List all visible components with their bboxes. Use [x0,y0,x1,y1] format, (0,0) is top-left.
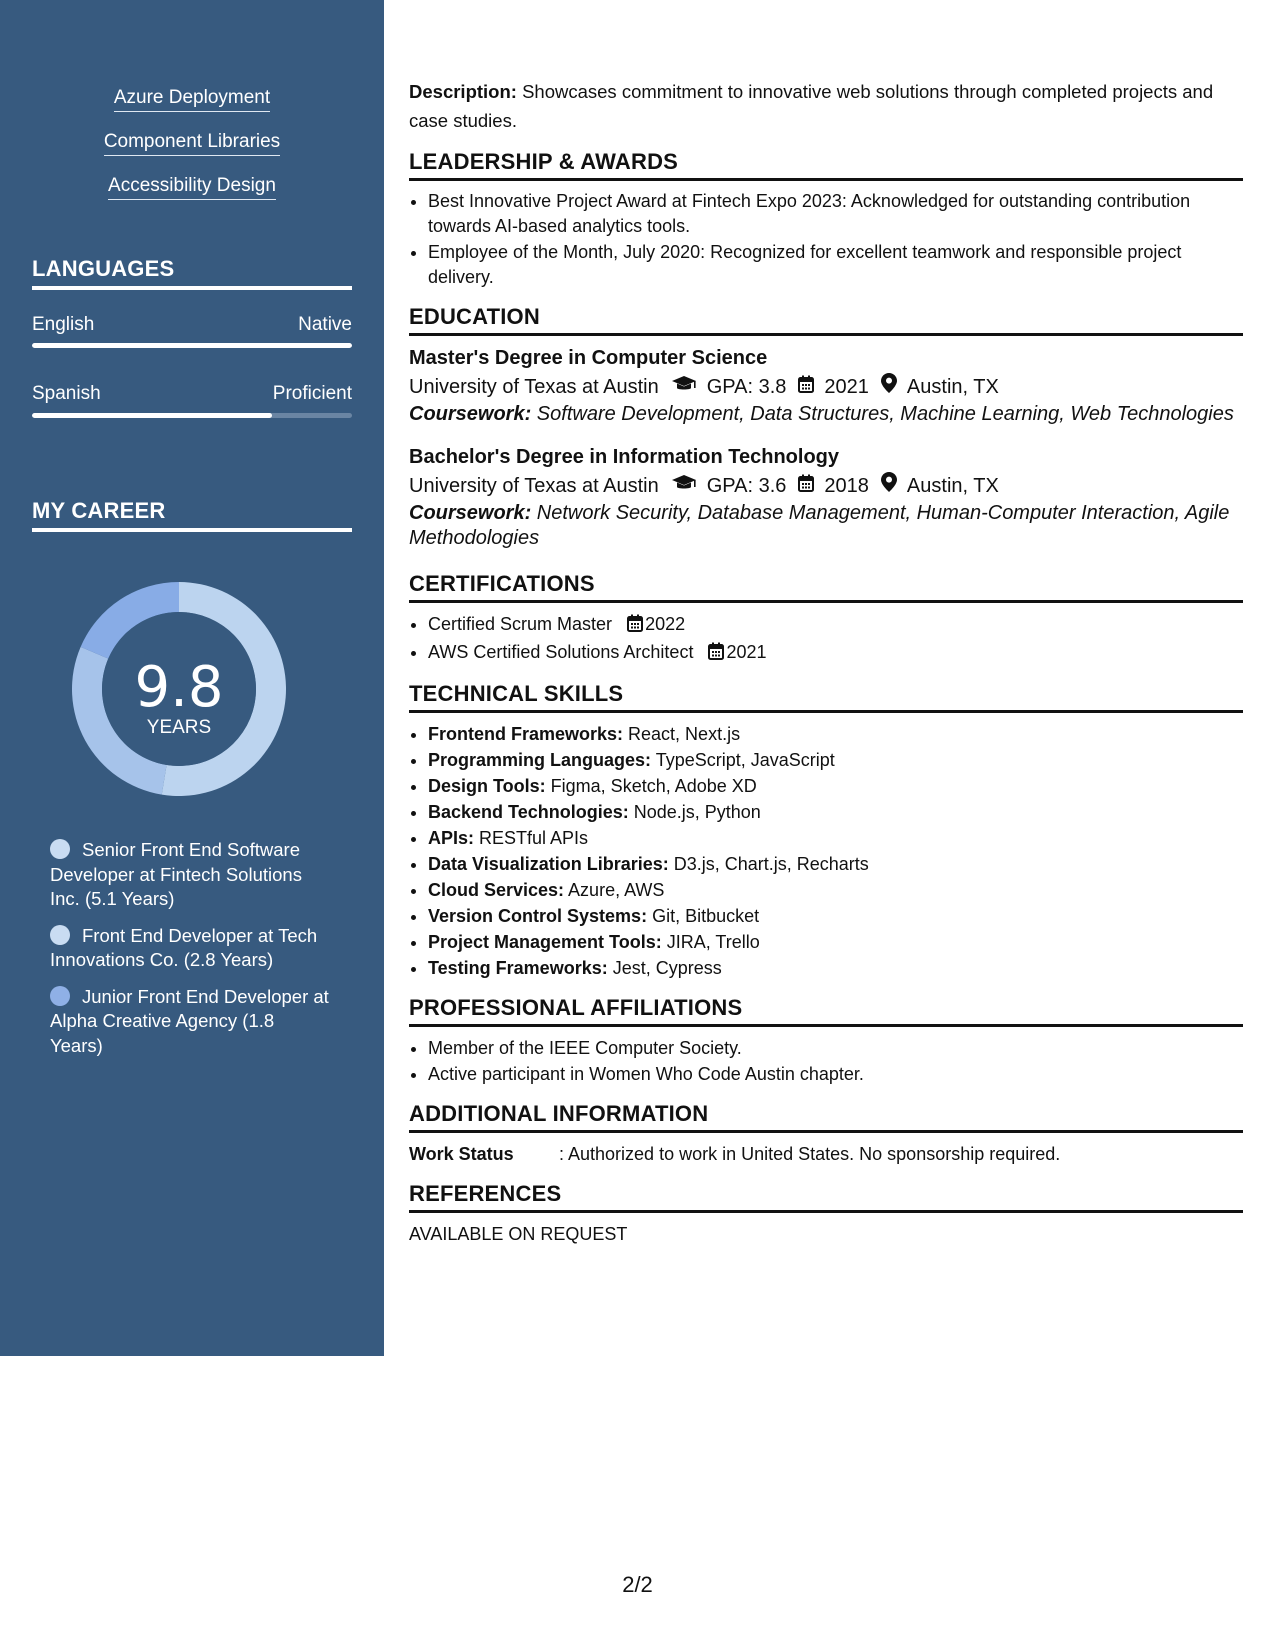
language-bar-spanish [32,413,352,418]
education-entry [409,344,1243,427]
leadership-heading: LEADERSHIP & AWARDS [409,149,1243,181]
list-item [428,611,1243,639]
location: Austin, TX [906,475,999,497]
list-item [428,929,1243,955]
calendar-icon [798,471,814,501]
skill-value: Azure, AWS [564,880,665,900]
skill-label: Frontend Frameworks: [428,724,624,744]
language-level: Native [298,314,352,335]
degree-title: Bachelor's Degree in Information Technology [409,446,840,468]
language-name: English [32,314,95,335]
career-item [50,924,330,973]
skill-label: Testing Frameworks: [428,958,608,978]
list-item [428,903,1243,929]
work-status-row [409,1141,1243,1167]
calendar-icon [798,372,814,402]
list-item [428,851,1243,877]
school-name: University of Texas at Austin [409,475,659,497]
list-item [428,877,1243,903]
affiliations-heading: PROFESSIONAL AFFILIATIONS [409,995,1243,1027]
career-dot-icon [50,925,70,945]
skill-label: Design Tools: [428,776,546,796]
location-pin-icon [881,372,897,402]
list-item: • Best Innovative Project Award at Fintech Expo 2023: Acknowledged for outstanding contribution towards AI-based analytics tools. [428,189,1243,239]
certification-year: 2021 [726,642,767,662]
list-item [428,825,1243,851]
list-item [428,639,1243,667]
main-content [409,78,1243,1247]
list-item [428,799,1243,825]
certifications-heading: CERTIFICATIONS [409,571,1243,603]
education-meta [409,372,1243,402]
coursework [409,501,1243,551]
language-bar-fill [32,413,272,418]
sidebar [0,0,384,1356]
references-heading: REFERENCES [409,1181,1243,1213]
calendar-icon [708,641,724,667]
certification-name: AWS Certified Solutions Architect [428,642,694,662]
coursework-text: Software Development, Data Structures, Machine Learning, Web Technologies [531,403,1234,425]
certification-year: 2022 [645,614,686,634]
career-total-years: 9.8 [134,655,224,720]
skill-label: Cloud Services: [428,880,565,900]
career-item-text: Senior Front End Software Developer at Fintech Solutions Inc. (5.1 Years) [50,839,302,909]
coursework-text: Network Security, Database Management, Human-Computer Interaction, Agile Methodologies [409,502,1230,549]
career-donut-chart [66,576,292,802]
technical-skills-list [409,721,1243,981]
coursework-label: Coursework: [409,502,532,524]
certifications-list [409,611,1243,667]
language-name: Spanish [32,383,101,404]
language-bar-fill [32,343,352,348]
skill-label: Backend Technologies: [428,802,629,822]
school-name: University of Texas at Austin [409,376,659,398]
location: Austin, TX [906,376,999,398]
list-item [428,721,1243,747]
graduation-year: 2018 [824,475,869,497]
work-status-label: Work Status [409,1144,514,1164]
career-list [50,838,330,1070]
work-status-value: : Authorized to work in United States. No sponsorship required. [559,1144,1061,1164]
list-item: • Employee of the Month, July 2020: Recognized for excellent teamwork and responsible project delivery. [428,240,1243,290]
skill-value: Git, Bitbucket [647,906,760,926]
career-heading: MY CAREER [32,498,352,532]
description-label: Description: [409,81,517,102]
skill-value: TypeScript, JavaScript [651,750,835,770]
coursework [409,402,1243,427]
gpa: GPA: 3.8 [706,376,787,398]
list-item [428,747,1243,773]
leadership-list [409,189,1243,290]
education-meta [409,471,1243,501]
career-dot-icon [50,986,70,1006]
education-heading: EDUCATION [409,304,1243,336]
career-dot-icon [50,839,70,859]
skill-label: Project Management Tools: [428,932,662,952]
additional-info-heading: ADDITIONAL INFORMATION [409,1101,1243,1133]
degree-title: Master's Degree in Computer Science [409,347,768,369]
career-item [50,838,330,912]
gpa: GPA: 3.6 [706,475,787,497]
description-text: Showcases commitment to innovative web solutions through completed projects and case studies. [409,81,1214,131]
skill-value: Figma, Sketch, Adobe XD [545,776,757,796]
affiliations-list [409,1035,1243,1087]
language-row-english [32,314,352,336]
skill-link-azure[interactable]: Azure Deployment [114,86,270,112]
skill-label: Data Visualization Libraries: [428,854,669,874]
skill-value: RESTful APIs [474,828,589,848]
skill-link-component-libraries[interactable]: Component Libraries [104,130,280,156]
certification-name: Certified Scrum Master [428,614,613,634]
location-pin-icon [881,471,897,501]
skill-label: APIs: [428,828,475,848]
list-item: • Active participant in Women Who Code Austin chapter. [428,1061,1243,1087]
skill-links [0,86,384,218]
language-bar-english [32,343,352,348]
language-level: Proficient [272,383,352,404]
skill-value: Node.js, Python [628,802,761,822]
references-text: AVAILABLE ON REQUEST [409,1224,628,1244]
page-number: 2/2 [622,1572,653,1597]
graduation-year: 2021 [824,376,869,398]
technical-skills-heading: TECHNICAL SKILLS [409,681,1243,713]
list-item: • Member of the IEEE Computer Society. [428,1035,1243,1061]
coursework-label: Coursework: [409,403,532,425]
skill-value: D3.js, Chart.js, Recharts [668,854,869,874]
skill-label: Programming Languages: [428,750,652,770]
list-item [428,773,1243,799]
description [409,78,1243,135]
education-entry [409,443,1243,551]
career-unit-label: YEARS [146,717,212,738]
graduation-cap-icon [671,471,697,501]
career-item [50,985,330,1059]
language-row-spanish [32,383,352,405]
skill-label: Version Control Systems: [428,906,648,926]
list-item [428,955,1243,981]
career-item-text: Front End Developer at Tech Innovations Co. (2.8 Years) [50,924,318,970]
skill-value: JIRA, Trello [661,932,760,952]
career-item-text: Junior Front End Developer at Alpha Creative Agency (1.8 Years) [50,985,329,1056]
calendar-icon [627,613,643,639]
skill-value: Jest, Cypress [607,958,722,978]
graduation-cap-icon [671,372,697,402]
skill-link-accessibility[interactable]: Accessibility Design [108,174,276,200]
languages-heading: LANGUAGES [32,256,352,290]
skill-value: React, Next.js [623,724,741,744]
